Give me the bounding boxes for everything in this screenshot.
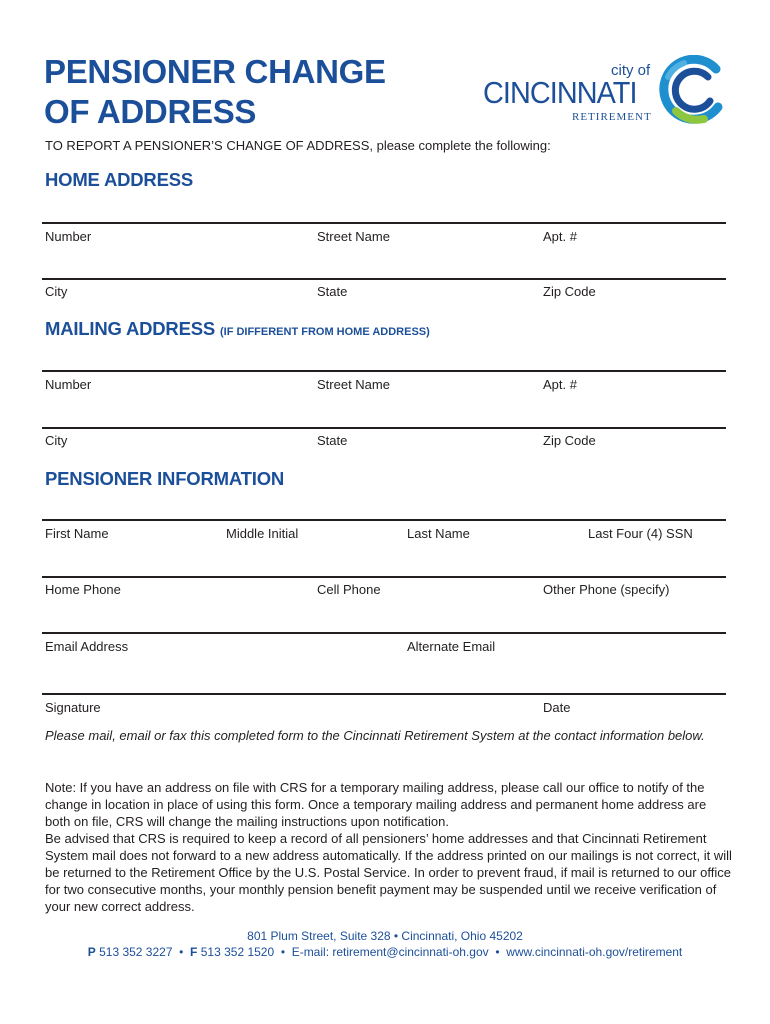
cell-phone-field[interactable]: Cell Phone xyxy=(317,582,381,597)
home-state-field[interactable]: State xyxy=(317,284,348,299)
page-title xyxy=(44,52,386,132)
mailing-zip-field[interactable]: Zip Code xyxy=(543,433,596,448)
signature-field[interactable]: Signature xyxy=(45,700,101,715)
pensioner-info-heading: PENSIONER INFORMATION xyxy=(45,468,285,489)
phone-number: 513 352 3227 xyxy=(99,945,173,959)
email-link[interactable]: retirement@cincinnati-oh.gov xyxy=(332,945,489,959)
pensioner-row4-rule xyxy=(42,693,726,695)
fax-number: 513 352 1520 xyxy=(200,945,275,959)
home-zip-field[interactable]: Zip Code xyxy=(543,284,596,299)
mailing-row2-rule xyxy=(42,427,726,429)
email-field[interactable]: Email Address xyxy=(45,639,129,654)
footer-separator: • xyxy=(280,945,286,959)
notes-block xyxy=(45,779,733,915)
title-line-2: OF ADDRESS xyxy=(44,93,257,130)
footer-separator: • xyxy=(179,945,184,959)
pensioner-row2-rule xyxy=(42,576,726,578)
first-name-field[interactable]: First Name xyxy=(45,526,109,541)
logo-tagline: RETIREMENT xyxy=(572,111,652,123)
footer-separator: • xyxy=(495,945,500,959)
mailing-number-field[interactable]: Number xyxy=(45,377,92,392)
other-phone-field[interactable]: Other Phone (specify) xyxy=(543,582,670,597)
mailing-street-field[interactable]: Street Name xyxy=(317,377,390,392)
ssn-field[interactable]: Last Four (4) SSN xyxy=(588,526,693,541)
title-line-1: PENSIONER CHANGE xyxy=(44,53,386,90)
mailing-row1-rule xyxy=(42,370,726,372)
email-label: E-mail: xyxy=(291,945,330,959)
mailing-city-field[interactable]: City xyxy=(45,433,68,448)
note-paragraph-temporary: Note: If you have an address on file with CRS for a temporary mailing address, please call our office to notify of the change in location in place of using this form. Once a temporary mailing address and permanent home address are both on file, CRS will change the mailing instructions upon notification. xyxy=(45,780,707,829)
mailing-address-note: (IF DIFFERENT FROM HOME ADDRESS) xyxy=(219,326,430,338)
logo-name: CINCINNATI xyxy=(483,75,637,110)
pensioner-row3-rule xyxy=(42,632,726,634)
home-address-heading: HOME ADDRESS xyxy=(45,169,194,190)
alt-email-field[interactable]: Alternate Email xyxy=(407,639,496,654)
home-number-field[interactable]: Number xyxy=(45,229,92,244)
mailing-state-field[interactable]: State xyxy=(317,433,348,448)
home-phone-field[interactable]: Home Phone xyxy=(45,582,121,597)
footer-address: 801 Plum Street, Suite 328 • Cincinnati, Ohio 45202 xyxy=(247,929,523,943)
date-field[interactable]: Date xyxy=(543,700,571,715)
note-paragraph-advised: Be advised that CRS is required to keep a record of all pensioners’ home addresses and that Cincinnati Retirement System mail does not forward to a new address automatically. If the address printed on our mailings is not correct, it will be returned to the Retirement Office by the U.S. Postal Service. In order to prevent fraud, if mail is returned to our office for two consecutive months, your monthly pension benefit payment may be suspended until we receive verification of your new correct address. xyxy=(45,831,732,914)
phone-label: P xyxy=(87,945,96,959)
footer-contact xyxy=(0,945,770,959)
home-street-field[interactable]: Street Name xyxy=(317,229,390,244)
mailing-apt-field[interactable]: Apt. # xyxy=(543,377,577,392)
fax-label: F xyxy=(190,945,198,959)
mailing-address-heading-text: MAILING ADDRESS xyxy=(45,318,216,339)
last-name-field[interactable]: Last Name xyxy=(407,526,470,541)
pensioner-row1-rule xyxy=(42,519,726,521)
mailing-address-heading xyxy=(45,318,430,340)
home-apt-field[interactable]: Apt. # xyxy=(543,229,577,244)
home-row1-rule xyxy=(42,222,726,224)
page-subtitle: TO REPORT A PENSIONER’S CHANGE OF ADDRESS, please complete the following: xyxy=(45,138,551,153)
logo-c-mark-icon xyxy=(656,55,728,127)
middle-initial-field[interactable]: Middle Initial xyxy=(226,526,299,541)
website-link[interactable]: www.cincinnati-oh.gov/retirement xyxy=(506,945,683,959)
logo-city-of: city of xyxy=(611,62,651,79)
home-row2-rule xyxy=(42,278,726,280)
instructions-text: Please mail, email or fax this completed form to the Cincinnati Retirement System at the contact information below. xyxy=(45,728,705,743)
home-city-field[interactable]: City xyxy=(45,284,68,299)
